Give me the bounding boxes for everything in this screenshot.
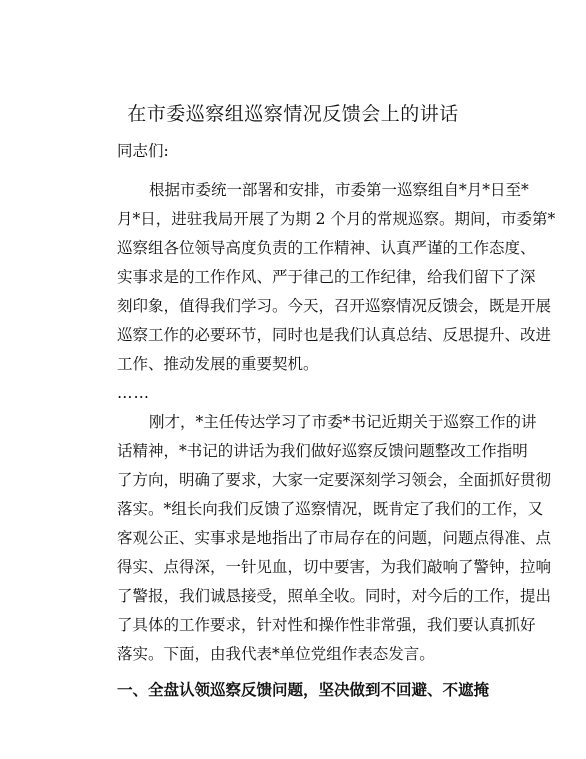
paragraph2-line: 落实。*组长向我们反馈了巡察情况，既肯定了我们的工作，又 xyxy=(117,500,544,518)
document-title: 在市委巡察组巡察情况反馈会上的讲话 xyxy=(127,103,459,125)
paragraph1-line: 月*日，进驻我局开展了为期 2 个月的常规巡察。期间，市委第* xyxy=(117,210,556,228)
paragraph2-line: 了方向，明确了要求，大家一定要深刻学习领会，全面抓好贯彻 xyxy=(117,471,552,489)
paragraph2-line: 刚才，*主任传达学习了市委*书记近期关于巡察工作的讲 xyxy=(149,413,537,431)
paragraph1-line: 巡察工作的必要环节，同时也是我们认真总结、反思提升、改进 xyxy=(117,326,552,344)
paragraph1-line: 刻印象，值得我们学习。今天，召开巡察情况反馈会，既是开展 xyxy=(117,297,552,315)
paragraph2-line: 了具体的工作要求，针对性和操作性非常强，我们要认真抓好 xyxy=(117,616,536,634)
paragraph1-line: 根据市委统一部署和安排，市委第一巡察组自*月*日至* xyxy=(149,181,529,199)
paragraph1-line: 巡察组各位领导高度负责的工作精神、认真严谨的工作态度、 xyxy=(117,239,536,257)
paragraph2-line: 了警报，我们诚恳接受，照单全收。同时，对今后的工作，提出 xyxy=(117,587,552,605)
ellipsis: …… xyxy=(117,384,150,402)
paragraph1-line: 工作、推动发展的重要契机。 xyxy=(117,355,319,373)
paragraph1-line: 实事求是的工作作风、严于律己的工作纪律，给我们留下了深 xyxy=(117,268,536,286)
paragraph2-line: 得实、点得深，一针见血，切中要害，为我们敲响了警钟，拉响 xyxy=(117,558,552,576)
paragraph2-line: 话精神，*书记的讲话为我们做好巡察反馈问题整改工作指明 xyxy=(117,442,528,460)
paragraph2-line: 落实。下面，由我代表*单位党组作表态发言。 xyxy=(117,645,435,663)
greeting: 同志们: xyxy=(117,142,169,160)
paragraph2-line: 客观公正、实事求是地指出了市局存在的问题，问题点得准、点 xyxy=(117,529,552,547)
section-heading: 一、全盘认领巡察反馈问题，坚决做到不回避、不遮掩 xyxy=(117,680,490,699)
